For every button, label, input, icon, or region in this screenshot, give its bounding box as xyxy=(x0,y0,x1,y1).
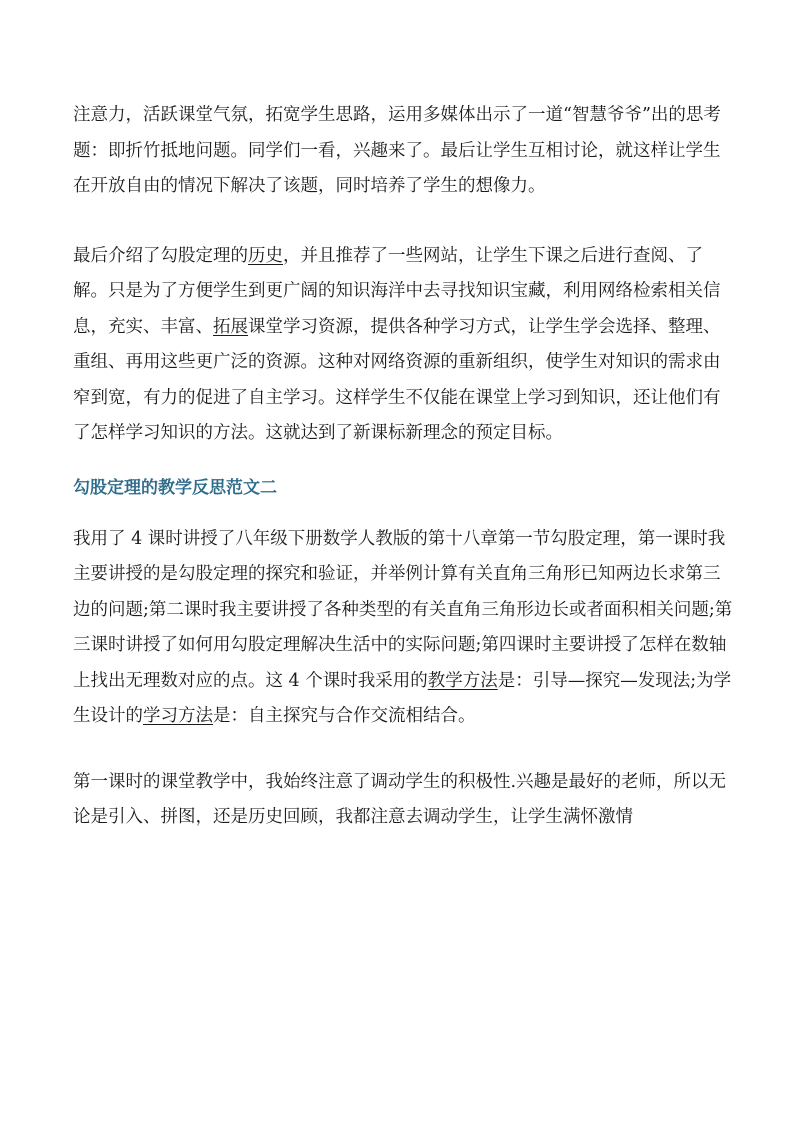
paragraph-1: 注意力，活跃课堂气氛，拓宽学生思路，运用多媒体出示了一道“智慧爷爷”出的思考题：即折竹抵地问题。同学们一看，兴趣来了。最后让学生互相讨论，就这样让学生在开放自由的情况下解决了该题，同时培养了学生的想像力。 xyxy=(73,105,721,196)
paragraph-3-text-2: 是：引导—探究—发现法;为学生设计的 xyxy=(73,670,732,726)
paragraph-3-text-1: 我用了 4 课时讲授了八年级下册数学人教版的第十八章第一节勾股定理，第一课时我主要讲授的是勾股定理的探究和验证，并举例计算有关直角三角形已知两边长求第三边的问题;第二课时我主要讲授了各种类型的有关直角三角形边长或者面积相关问题;第三课时讲授了如何用勾股定理解决生活中的实际问题;第四课时主要讲授了怎样在数轴上找出无理数对应的点。这 4 个课时我采用的 xyxy=(73,528,733,691)
learning-method-link[interactable]: 学习方法 xyxy=(143,706,213,726)
paragraph-3-text-3: 是：自主探究与合作交流相结合。 xyxy=(213,706,476,726)
history-link[interactable]: 历史 xyxy=(248,245,283,266)
paragraph-2-text-3: 课堂学习资源，提供各种学习方式，让学生学会选择、整理、重组、再用这些更广泛的资源。这种对网络资源的重新组织，使学生对知识的需求由窄到宽，有力的促进了自主学习。这样学生不仅能在课堂上学习到知识，还让他们有了怎样学习知识的方法。这就达到了新课标新理念的预定目标。 xyxy=(73,316,721,443)
paragraph-spacer xyxy=(73,735,733,765)
paragraph-spacer xyxy=(73,500,733,522)
paragraph-spacer xyxy=(73,205,733,239)
paragraph-3 xyxy=(73,522,733,735)
document-page xyxy=(73,98,733,836)
expand-link[interactable]: 拓展 xyxy=(213,316,248,337)
teaching-method-link[interactable]: 教学方法 xyxy=(427,670,498,691)
paragraph-2-text-1: 最后介绍了勾股定理的 xyxy=(73,245,248,266)
paragraph-spacer xyxy=(73,452,733,476)
paragraph-4: 第一课时的课堂教学中，我始终注意了调动学生的积极性.兴趣是最好的老师，所以无论是引入、拼图，还是历史回顾，我都注意去调动学生，让学生满怀激情 xyxy=(73,771,727,827)
paragraph-2-text-2: ，并且推荐了一些网站，让学生下课之后进行查阅、了解。只是为了方便学生到更广阔的知识海洋中去寻找知识宝藏，利用网络检索相关信息，充实、丰富、 xyxy=(73,245,721,337)
section-heading: 勾股定理的教学反思范文二 xyxy=(73,477,277,498)
paragraph-2 xyxy=(73,239,733,452)
